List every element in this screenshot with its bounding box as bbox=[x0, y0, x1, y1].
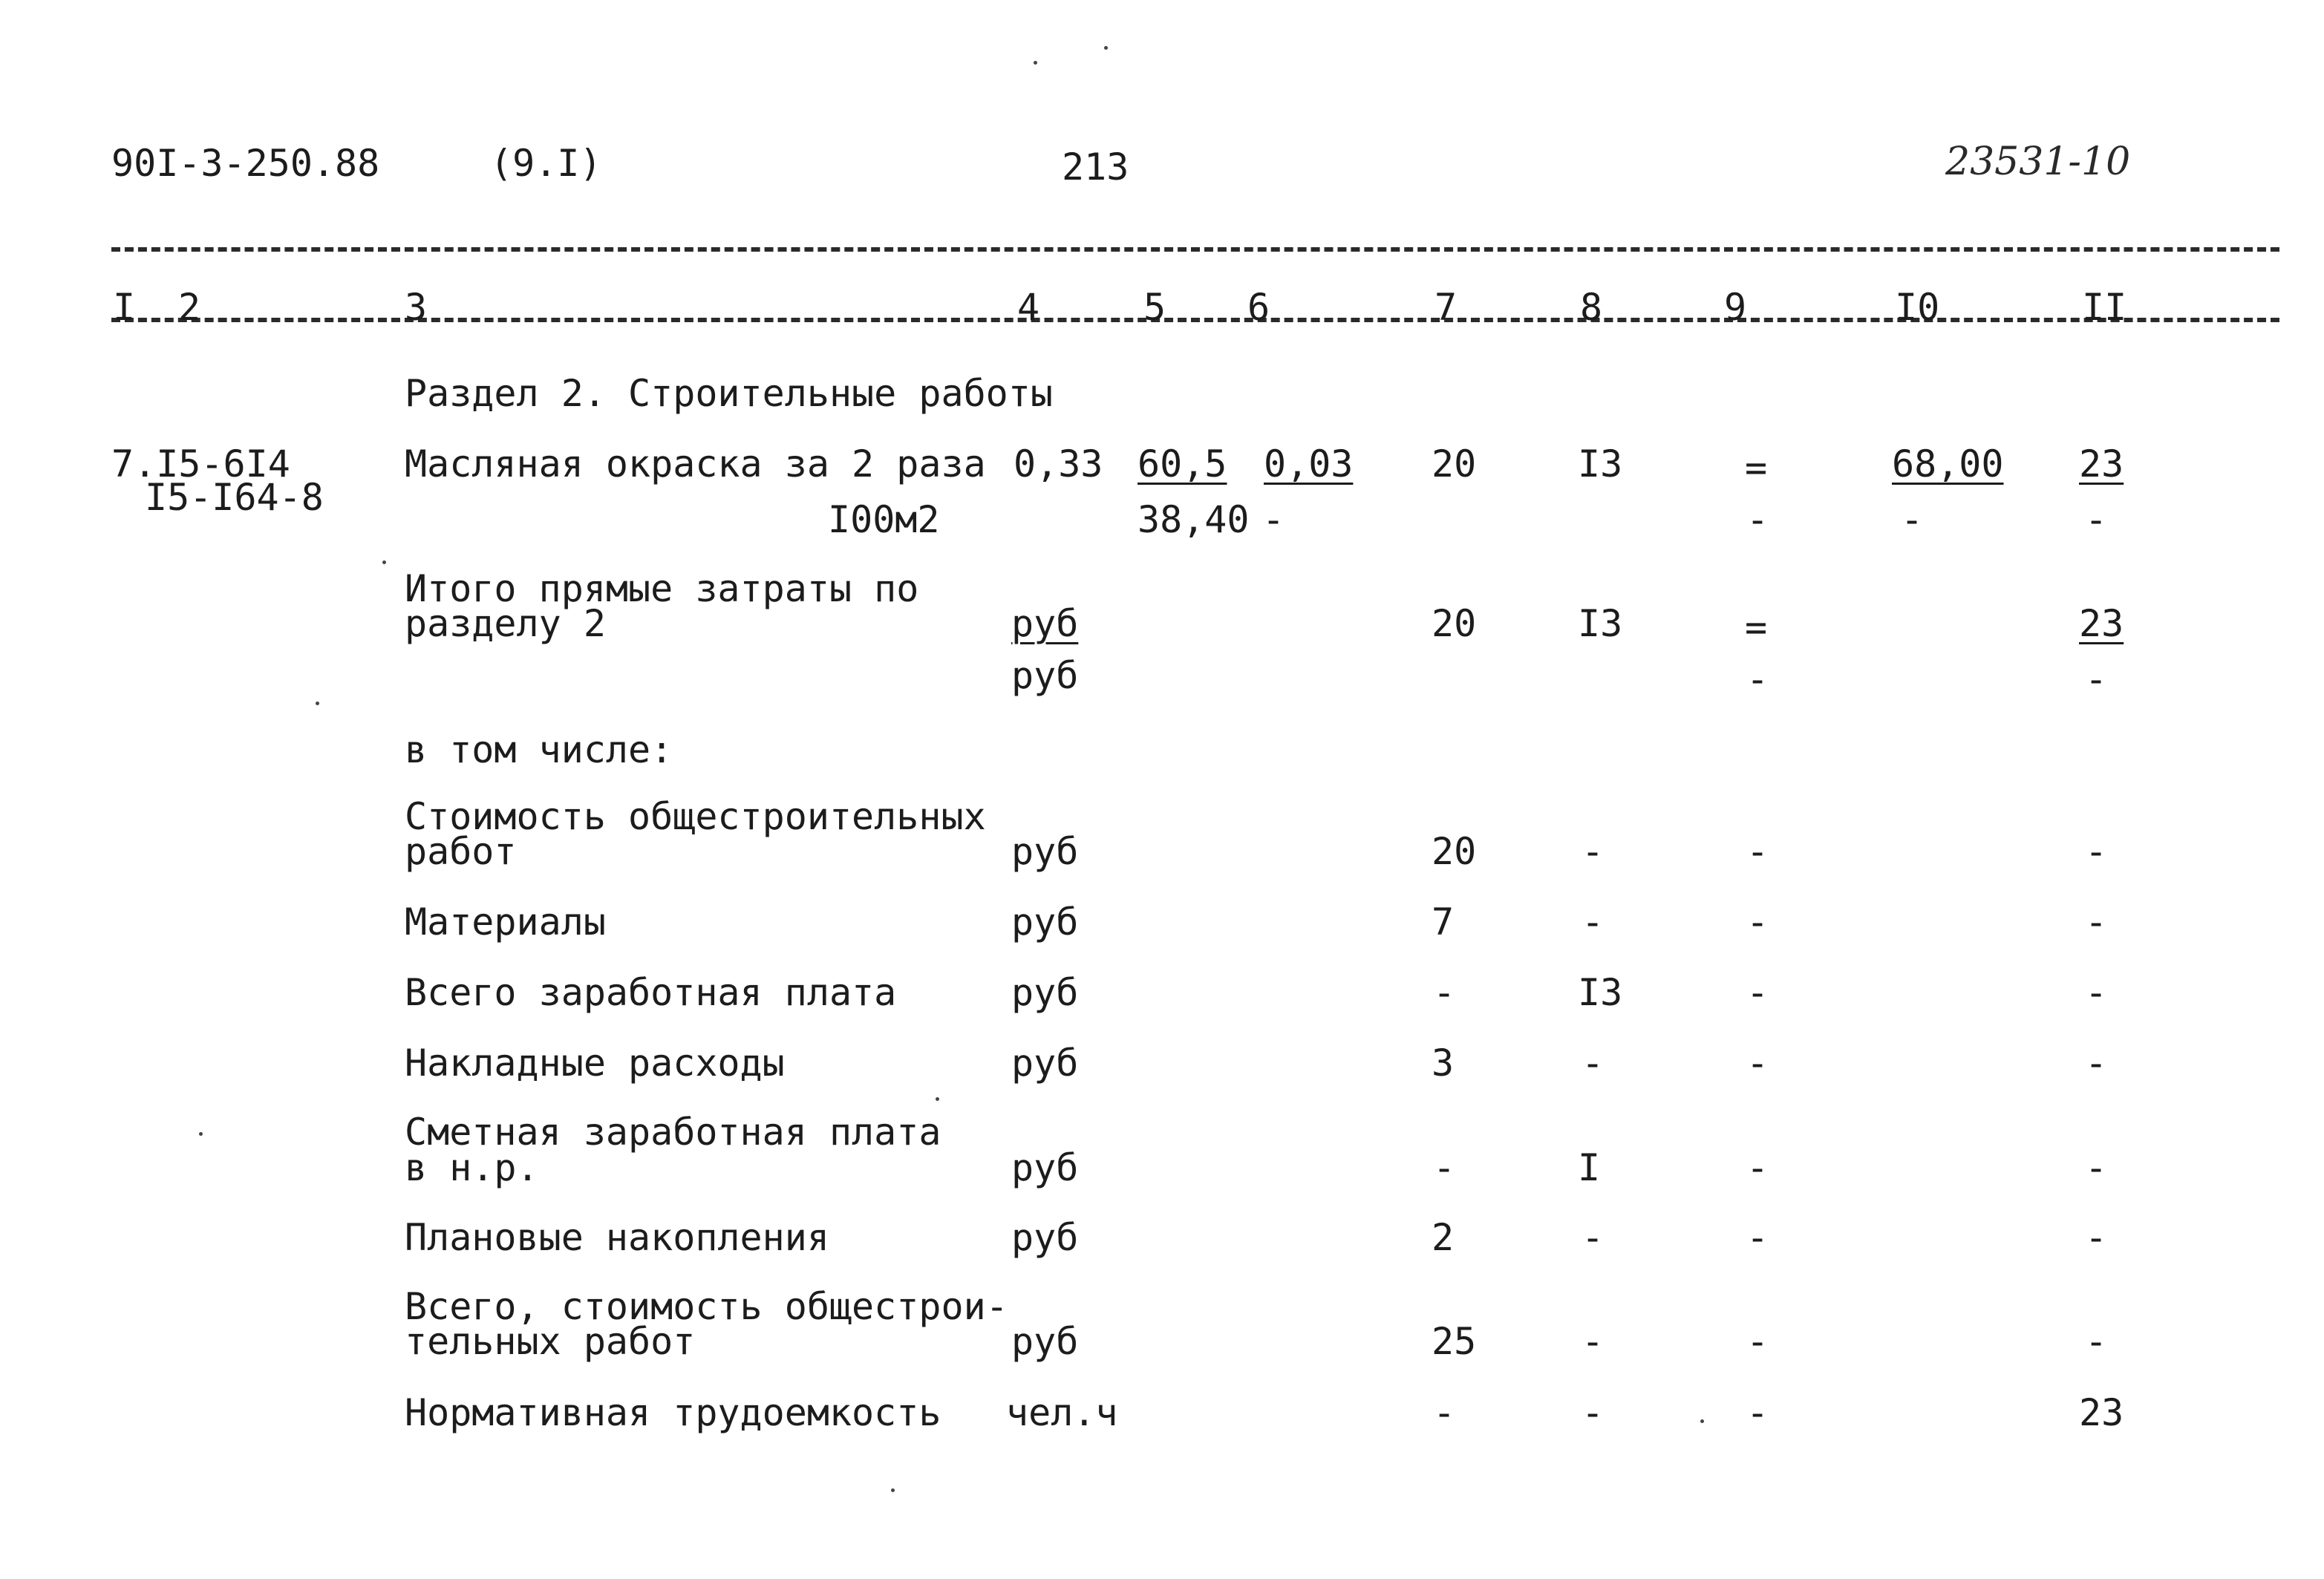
row-c11: 23 bbox=[2079, 1391, 2124, 1434]
row-c8: - bbox=[1582, 830, 1605, 873]
sheet-number: (9.I) bbox=[490, 142, 602, 185]
row-name-cont: работ bbox=[405, 830, 517, 873]
row-c7: - bbox=[1433, 1146, 1456, 1189]
col-4-label: 4 bbox=[1017, 286, 1040, 329]
row-name-cont: в н.р. bbox=[405, 1146, 539, 1189]
document-code: 90I-3-250.88 bbox=[111, 142, 380, 185]
row-name: Материалы bbox=[405, 900, 606, 944]
row-c8: - bbox=[1582, 900, 1605, 944]
row-c9: - bbox=[1746, 1146, 1769, 1189]
col-2-label: 2 bbox=[178, 286, 201, 329]
row-c8: - bbox=[1582, 1320, 1605, 1363]
row-c11: - bbox=[2085, 900, 2108, 944]
col-8-label: 8 bbox=[1580, 286, 1603, 329]
row-c9: - bbox=[1746, 1042, 1769, 1085]
row-unit: чел.ч bbox=[1006, 1391, 1118, 1434]
item-c9-bottom: - bbox=[1746, 498, 1769, 541]
item-c6-bottom: - bbox=[1262, 498, 1285, 541]
row-c9: - bbox=[1746, 1320, 1769, 1363]
scan-speck bbox=[1700, 1419, 1704, 1423]
section-title: Раздел 2. Строительные работы bbox=[405, 372, 1053, 415]
total-c11-top: 23 bbox=[2079, 602, 2124, 645]
col-11-label: II bbox=[2082, 286, 2127, 329]
total-c7: 20 bbox=[1432, 602, 1477, 645]
col-5-label: 5 bbox=[1143, 286, 1166, 329]
col-10-label: I0 bbox=[1895, 286, 1940, 329]
archive-stamp: 23531-10 bbox=[1945, 140, 2131, 184]
row-name: Накладные расходы bbox=[405, 1042, 785, 1085]
col-3-label: 3 bbox=[405, 286, 428, 329]
item-c7: 20 bbox=[1432, 442, 1477, 486]
item-c4: 0,33 bbox=[1014, 442, 1103, 486]
total-name-line2: разделу 2 bbox=[405, 602, 606, 645]
row-c7: 7 bbox=[1432, 900, 1455, 944]
row-unit: руб bbox=[1011, 1320, 1079, 1363]
row-c7: 25 bbox=[1432, 1320, 1477, 1363]
header-separator bbox=[111, 247, 2279, 252]
item-c6-top: 0,03 bbox=[1264, 442, 1354, 486]
col-7-label: 7 bbox=[1434, 286, 1458, 329]
row-c11: - bbox=[2085, 830, 2108, 873]
total-name-line1: Итого прямые затраты по bbox=[405, 567, 919, 610]
item-c8: I3 bbox=[1578, 442, 1623, 486]
row-c8: - bbox=[1582, 1216, 1605, 1259]
row-unit: руб bbox=[1011, 900, 1079, 944]
row-unit: руб bbox=[1011, 1216, 1079, 1259]
including-label: в том числе: bbox=[405, 728, 673, 771]
row-unit: руб bbox=[1011, 1042, 1079, 1085]
row-c9: - bbox=[1746, 900, 1769, 944]
col-1-label: I bbox=[113, 286, 136, 329]
row-c11: - bbox=[2085, 1146, 2108, 1189]
row-c7: 20 bbox=[1432, 830, 1477, 873]
item-c11-bottom: - bbox=[2085, 498, 2108, 541]
item-c11-top: 23 bbox=[2079, 442, 2124, 486]
item-c10-bottom: - bbox=[1901, 498, 1924, 541]
row-c9: - bbox=[1746, 971, 1769, 1014]
total-unit-top: руб bbox=[1011, 602, 1079, 645]
row-c11: - bbox=[2085, 971, 2108, 1014]
total-c8: I3 bbox=[1578, 602, 1623, 645]
row-unit: руб bbox=[1011, 830, 1079, 873]
row-name: Всего, стоимость общестрои- bbox=[405, 1285, 1008, 1328]
total-c9-top: = bbox=[1745, 606, 1768, 649]
item-c5-top: 60,5 bbox=[1137, 442, 1227, 486]
row-name-cont: тельных работ bbox=[405, 1320, 696, 1363]
total-unit-bottom: руб bbox=[1011, 654, 1079, 697]
page-number: 213 bbox=[1062, 146, 1129, 189]
col-6-label: 6 bbox=[1247, 286, 1270, 329]
row-name: Плановые накопления bbox=[405, 1216, 829, 1259]
row-c7: - bbox=[1433, 1391, 1456, 1434]
scan-speck bbox=[199, 1132, 203, 1136]
row-name: Всего заработная плата bbox=[405, 971, 897, 1014]
row-c11: - bbox=[2085, 1216, 2108, 1259]
item-code-2: I5-I64-8 bbox=[145, 476, 324, 519]
item-c9-top: = bbox=[1745, 446, 1768, 489]
row-c9: - bbox=[1746, 830, 1769, 873]
scan-speck bbox=[936, 1097, 939, 1101]
row-unit: руб bbox=[1011, 971, 1079, 1014]
row-c7: 3 bbox=[1432, 1042, 1455, 1085]
scan-speck bbox=[316, 702, 319, 705]
row-c11: - bbox=[2085, 1042, 2108, 1085]
row-unit: руб bbox=[1011, 1146, 1079, 1189]
scan-speck bbox=[1104, 46, 1108, 50]
row-c9: - bbox=[1746, 1391, 1769, 1434]
row-c7: - bbox=[1433, 971, 1456, 1014]
row-c8: - bbox=[1582, 1042, 1605, 1085]
scan-speck bbox=[891, 1488, 895, 1492]
row-name: Стоимость общестроительных bbox=[405, 795, 986, 838]
scan-speck bbox=[1034, 61, 1037, 65]
row-c8: - bbox=[1582, 1391, 1605, 1434]
item-c5-bottom: 38,40 bbox=[1137, 498, 1250, 541]
total-c11-bottom: - bbox=[2085, 658, 2108, 701]
row-c8: I bbox=[1578, 1146, 1601, 1189]
item-name: Масляная окраска за 2 раза bbox=[405, 442, 986, 486]
row-c7: 2 bbox=[1432, 1216, 1455, 1259]
total-c9-bottom: - bbox=[1746, 658, 1769, 701]
col-9-label: 9 bbox=[1724, 286, 1747, 329]
item-unit: I00м2 bbox=[828, 498, 940, 541]
row-name: Сметная заработная плата bbox=[405, 1111, 941, 1154]
row-name: Нормативная трудоемкость bbox=[405, 1391, 941, 1434]
row-c8: I3 bbox=[1578, 971, 1623, 1014]
item-c10-top: 68,00 bbox=[1892, 442, 2004, 486]
item-code-1: 7.I5-6I4 bbox=[111, 442, 290, 486]
scan-speck bbox=[382, 560, 386, 564]
row-c11: - bbox=[2085, 1320, 2108, 1363]
column-separator bbox=[111, 318, 2279, 322]
row-c9: - bbox=[1746, 1216, 1769, 1259]
